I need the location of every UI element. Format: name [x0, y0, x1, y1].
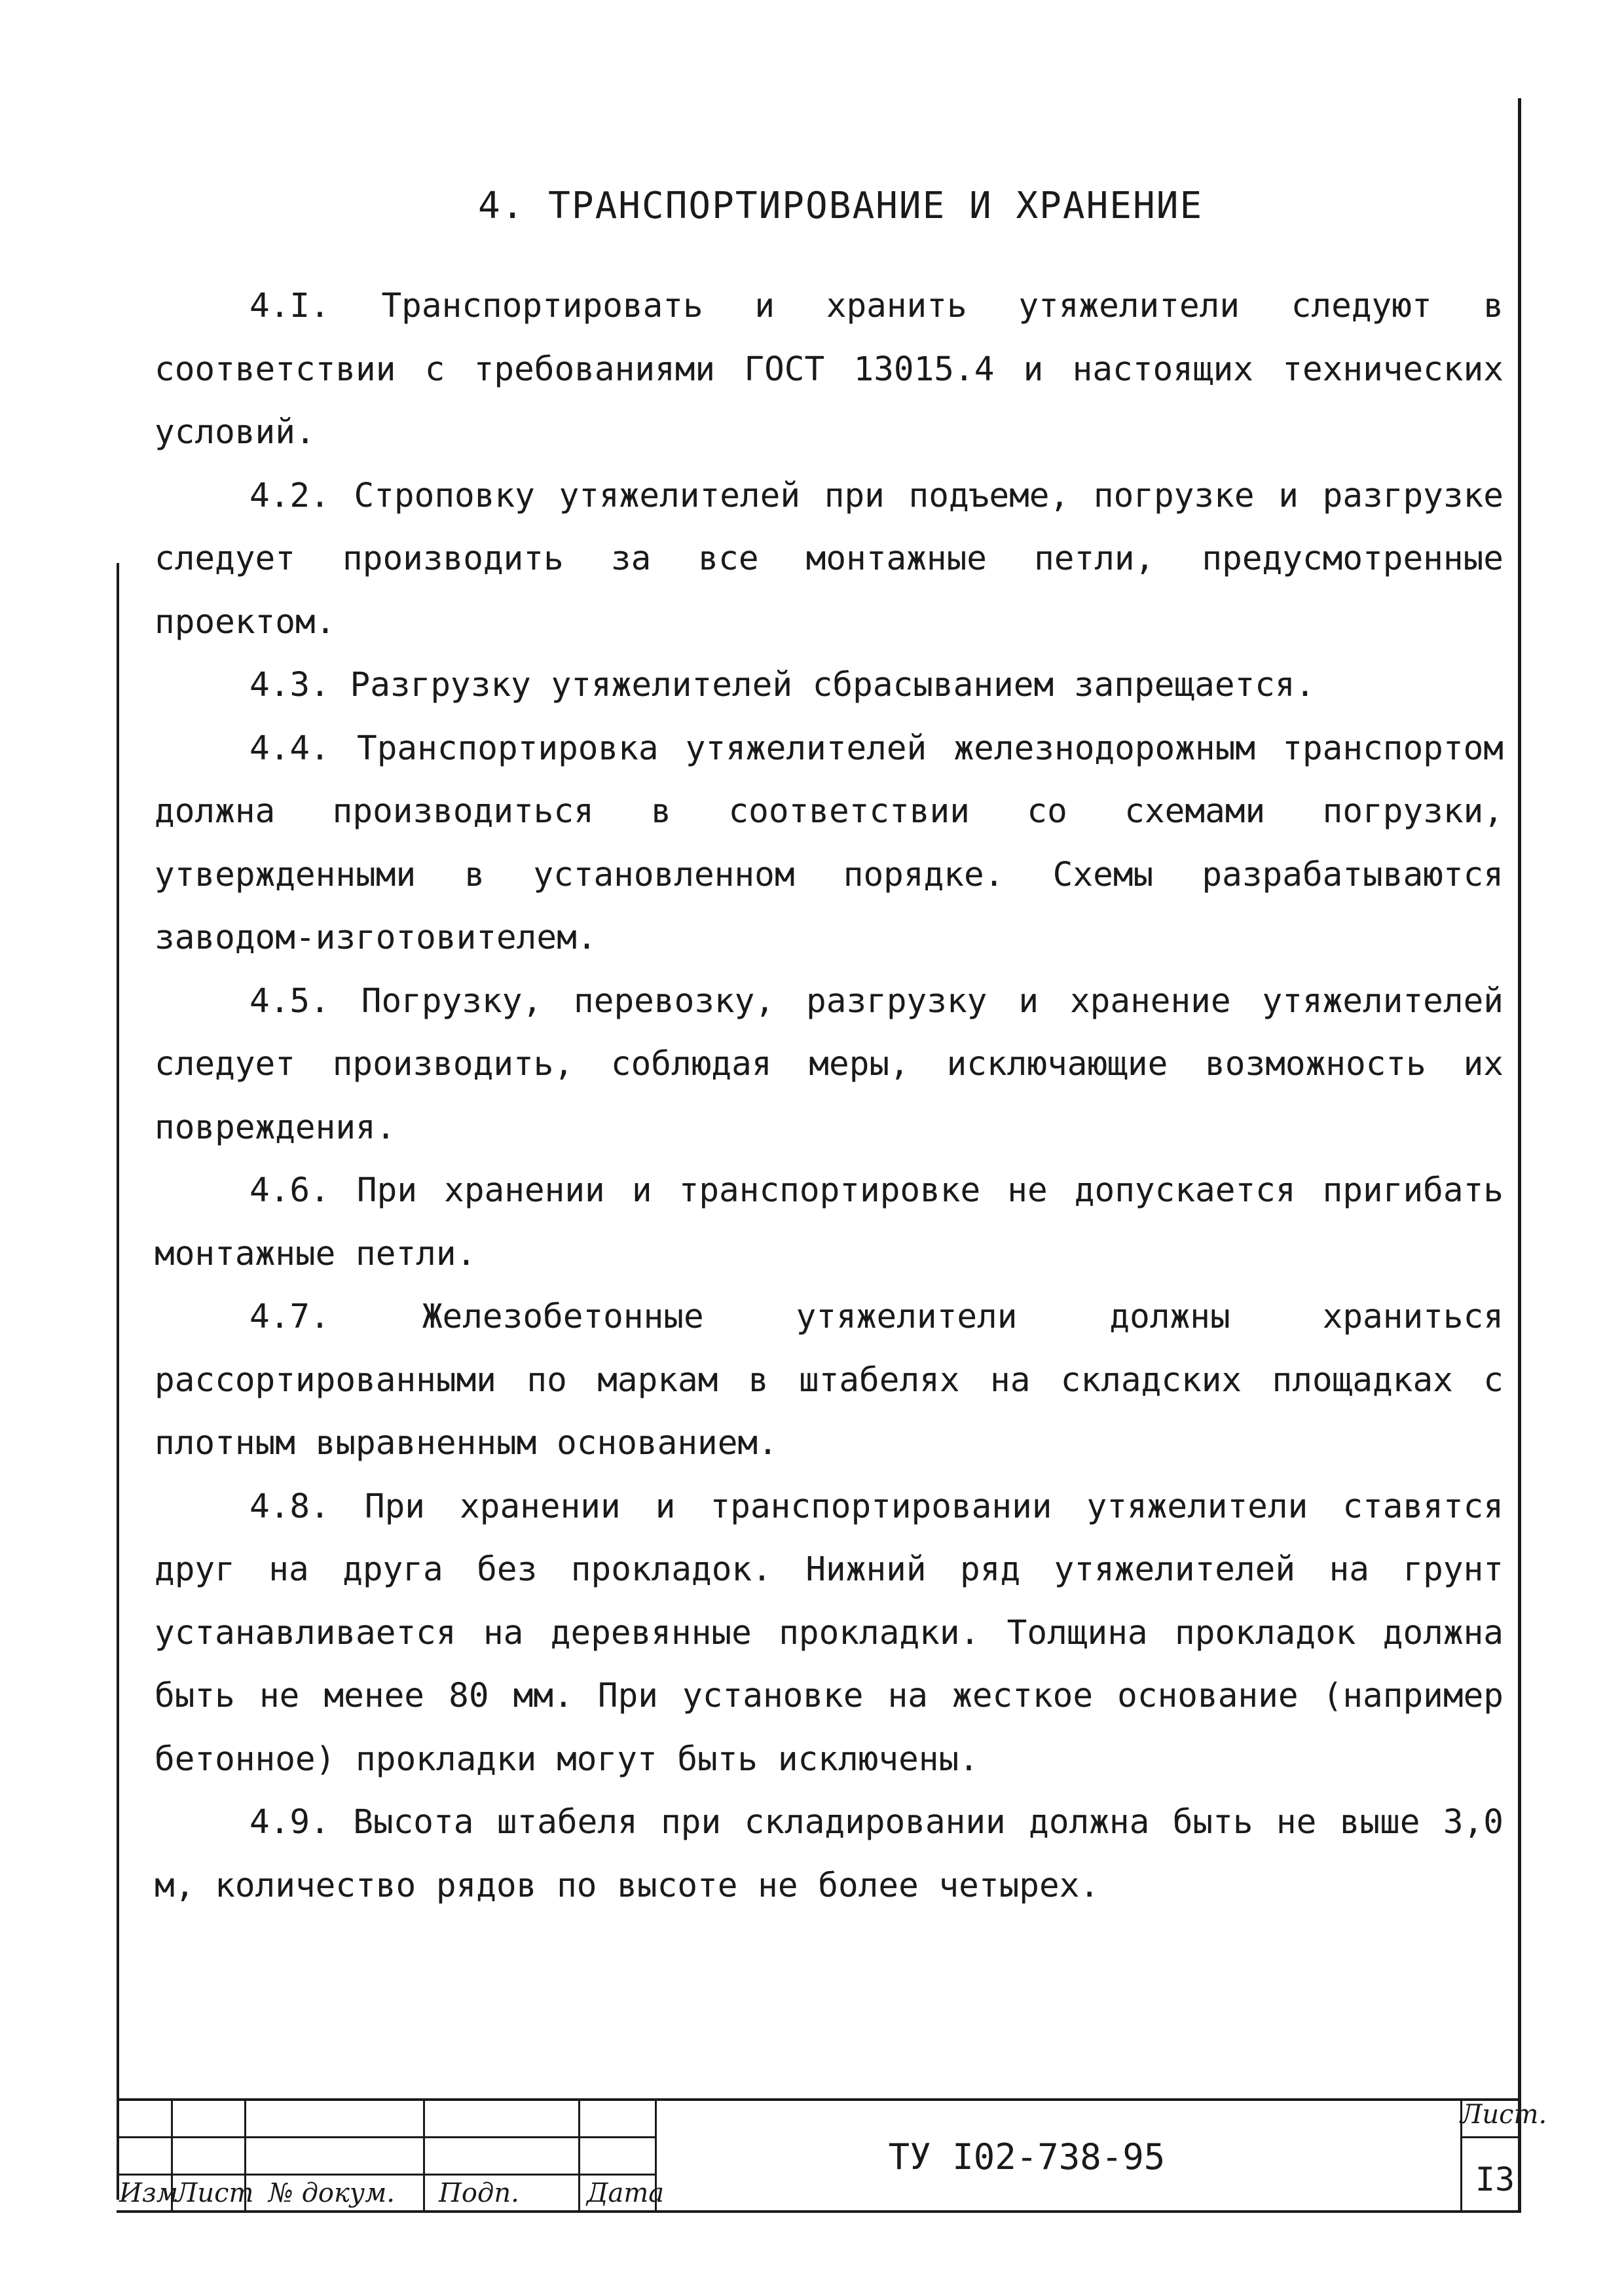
label-date: Дата — [587, 2178, 665, 2208]
title-block — [117, 2098, 1547, 2213]
label-list: Лист — [175, 2178, 254, 2208]
label-doc-number: № докум. — [268, 2178, 395, 2208]
paragraph-4-3: 4.3. Разгрузку утяжелителей сбрасыванием запрещается. — [249, 666, 1316, 704]
label-signature: Подп. — [439, 2178, 519, 2208]
frame-right-border — [1518, 98, 1521, 2213]
paragraph-4-7: 4.7. Железобетонные утяжелители должны храниться рассортированными по маркам в штабелях на складских площадках с плотным выравненным основанием. — [155, 1298, 1504, 1463]
label-izm: Изм — [119, 2178, 178, 2208]
title-block-col-line — [423, 2098, 425, 2213]
title-block-top-line — [117, 2098, 1521, 2101]
frame-left-border — [117, 563, 119, 2200]
paragraph-4-1: 4.I. Транспортировать и хранить утяжелители следуют в соответствии с требованиями ГОСТ 13015.4 и настоящих технических условий. — [155, 287, 1504, 452]
section-heading: 4. ТРАНСПОРТИРОВАНИЕ И ХРАНЕНИЕ — [478, 185, 1204, 227]
paragraph-4-8: 4.8. При хранении и транспортировании утяжелители ставятся друг на друга без прокладок. Нижний ряд утяжелителей на грунт устанавливается на деревянные прокладки. Толщина прокладок должна быть не менее 80 мм. При установке на жесткое основание (например бетонное) прокладки могут быть исключены. — [155, 1487, 1504, 1779]
sheet-label: Лист. — [1460, 2100, 1547, 2130]
body-text — [155, 275, 1504, 1918]
title-block-row-line — [117, 2174, 655, 2176]
paragraph-4-2: 4.2. Строповку утяжелителей при подъеме, погрузке и разгрузке следует производить за все монтажные петли, предусмотренные проектом. — [155, 476, 1504, 642]
paragraph-4-4: 4.4. Транспортировка утяжелителей железнодорожным транспортом должна производиться в соответствии со схемами погрузки, утвержденными в установленном порядке. Схемы разрабатываются заводом-изготовителем. — [155, 729, 1504, 957]
sheet-number: I3 — [1475, 2160, 1515, 2198]
title-block-col-line — [578, 2098, 580, 2213]
paragraph-4-5: 4.5. Погрузку, перевозку, разгрузку и хранение утяжелителей следует производить, соблюдая меры, исключающие возможность их повреждения. — [155, 981, 1504, 1147]
title-block-row-line — [117, 2136, 655, 2138]
sheet-cell-line — [1460, 2136, 1521, 2138]
paragraph-4-6: 4.6. При хранении и транспортировке не допускается пригибать монтажные петли. — [155, 1171, 1504, 1273]
title-block-bottom-line — [117, 2210, 1521, 2213]
paragraph-4-9: 4.9. Высота штабеля при складировании должна быть не выше 3,0 м, количество рядов по высоте не более четырех. — [155, 1803, 1504, 1905]
document-code: ТУ I02-738-95 — [888, 2136, 1166, 2178]
